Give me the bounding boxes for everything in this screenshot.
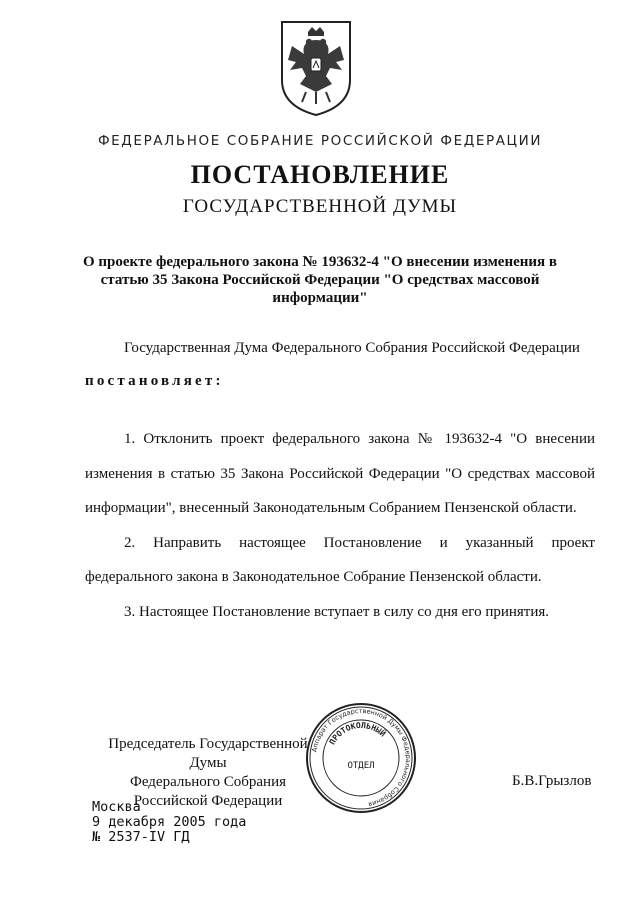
signatory-title-line: Российской Федерации (133, 793, 283, 809)
stamp-center-text: ОТДЕЛ (347, 761, 375, 771)
preamble: Государственная Дума Федерального Собрания Российской Федерации (124, 340, 580, 356)
resolution-items (85, 422, 595, 629)
signatory-title-line: Федерального Собрания (129, 774, 287, 790)
signatory-name: Б.В.Грызлов (512, 773, 592, 789)
document-subject: О проекте федерального закона № 193632-4 "О внесении изменения в статью 35 Закона Российской Федерации "О средствах массовой информации" (82, 254, 558, 306)
resolution-item: 2. Направить настоящее Постановление и указанный проект федерального закона в Законодательное Собрание Пензенской области. (85, 534, 595, 585)
resolution-item: 1. Отклонить проект федерального закона № 193632-4 "О внесении изменения в статью 35 Закона Российской Федерации "О средствах массовой информации", внесенный Законодательным Собранием Пензенской области. (85, 431, 595, 516)
document-type: ПОСТАНОВЛЕНИЕ (190, 160, 450, 189)
footer-date: 9 декабря 2005 года (92, 814, 247, 830)
stamp-outer-text: Аппарат Государственной Думы Федерального Собрания (310, 706, 413, 809)
footer-number: № 2537-IV ГД (92, 829, 190, 845)
resolution-item: 3. Настоящее Постановление вступает в силу со дня его принятия. (124, 603, 550, 620)
coat-of-arms-icon (276, 18, 356, 118)
decrees-word: постановляет: (85, 373, 224, 389)
document-subtitle: ГОСУДАРСТВЕННОЙ ДУМЫ (182, 196, 458, 217)
footer-city: Москва (92, 799, 141, 815)
official-stamp (305, 702, 417, 814)
document-footer (92, 800, 246, 845)
signatory-title-line: Председатель Государственной Думы (108, 736, 308, 771)
organization-name: ФЕДЕРАЛЬНОЕ СОБРАНИЕ РОССИЙСКОЙ ФЕДЕРАЦИИ (97, 133, 543, 149)
stamp-inner-text: ПРОТОКОЛЬНЫЙ (327, 720, 388, 747)
